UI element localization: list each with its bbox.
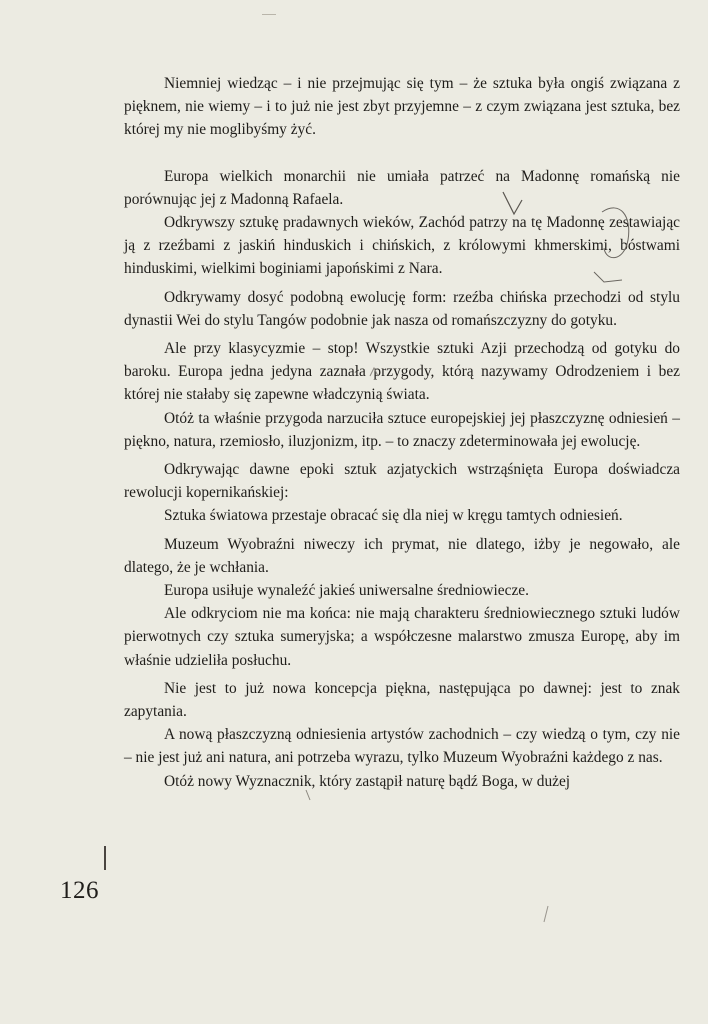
top-pencil-dash xyxy=(262,14,276,15)
margin-pencil-mark xyxy=(104,846,106,870)
paragraph-9: Muzeum Wyobraźni niweczy ich prymat, nie dlatego, iżby je negowało, ale dlatego, że je wchłania. xyxy=(124,535,680,576)
paragraph-5: Ale przy klasycyzmie – stop! Wszystkie sztuki Azji przechodzą od gotyku do baroku. Europa jedna jedyna zaznała przygody, którą nazywamy Odrodzeniem i bez której nie stałaby się zapewne władczynią świata. xyxy=(124,340,680,404)
paragraph-13: A nową płaszczyzną odniesienia artystów zachodnich – czy wiedzą o tym, czy nie – nie jest już ani natura, ani potrzeba wyrazu, tylko Muzeum Wyobraźni każdego z nas. xyxy=(124,726,680,767)
paragraph-6: Otóż ta właśnie przygoda narzuciła sztuce europejskiej jej płaszczyznę odniesień – piękno, natura, rzemiosło, iluzjonizm, itp. – to znaczy zdeterminowała jej ewolucję. xyxy=(124,409,680,450)
paragraph-2: Europa wielkich monarchii nie umiała patrzeć na Madonnę romańską nie porównując jej z Madonną Rafaela. xyxy=(124,167,680,208)
paragraph-12: Nie jest to już nowa koncepcja piękna, następująca po dawnej: jest to znak zapytania. xyxy=(124,679,680,721)
paragraph-4: Odkrywamy dosyć podobną ewolucję form: rzeźba chińska przechodzi od stylu dynastii Wei do stylu Tangów podobnie jak nasza od romańszczyzny do gotyku. xyxy=(124,288,680,329)
paragraph-3: Odkrywszy sztukę pradawnych wieków, Zachód patrzy na tę Madonnę zestawiając ją z rzeźbami z jaskiń hinduskich i chińskich, z królowymi khmerskimi, bóstwami hinduskimi, wielkimi boginiami japońskimi z Nara. xyxy=(124,214,680,278)
page-number: 126 xyxy=(60,877,99,904)
body-text xyxy=(124,72,680,793)
bottom-pencil-slash xyxy=(544,906,548,922)
paragraph-7: Odkrywając dawne epoki sztuk azjatyckich wstrząśnięta Europa doświadcza rewolucji kopernikańskiej: xyxy=(124,461,680,502)
paragraph-11: Ale odkryciom nie ma końca: nie mają charakteru średniowiecznego sztuki ludów pierwotnych czy sztuka sumeryjska; a współczesne malarstwo zmusza Europę, aby im właśnie udzieliła posłuchu. xyxy=(124,605,680,669)
paragraph-14: Otóż nowy Wyznacznik, który zastąpił naturę bądź Boga, w dużej xyxy=(164,772,571,790)
paragraph-10: Europa usiłuje wynaleźć jakieś uniwersalne średniowiecze. xyxy=(164,582,529,600)
paragraph-1: Niemniej wiedząc – i nie przejmując się tym – że sztuka była ongiś związana z pięknem, nie wiemy – i to już nie jest zbyt przyjemne – z czym związana jest sztuka, bez której my nie moglibyśmy żyć. xyxy=(124,75,680,139)
paragraph-8: Sztuka światowa przestaje obracać się dla niej w kręgu tamtych odniesień. xyxy=(164,507,623,525)
